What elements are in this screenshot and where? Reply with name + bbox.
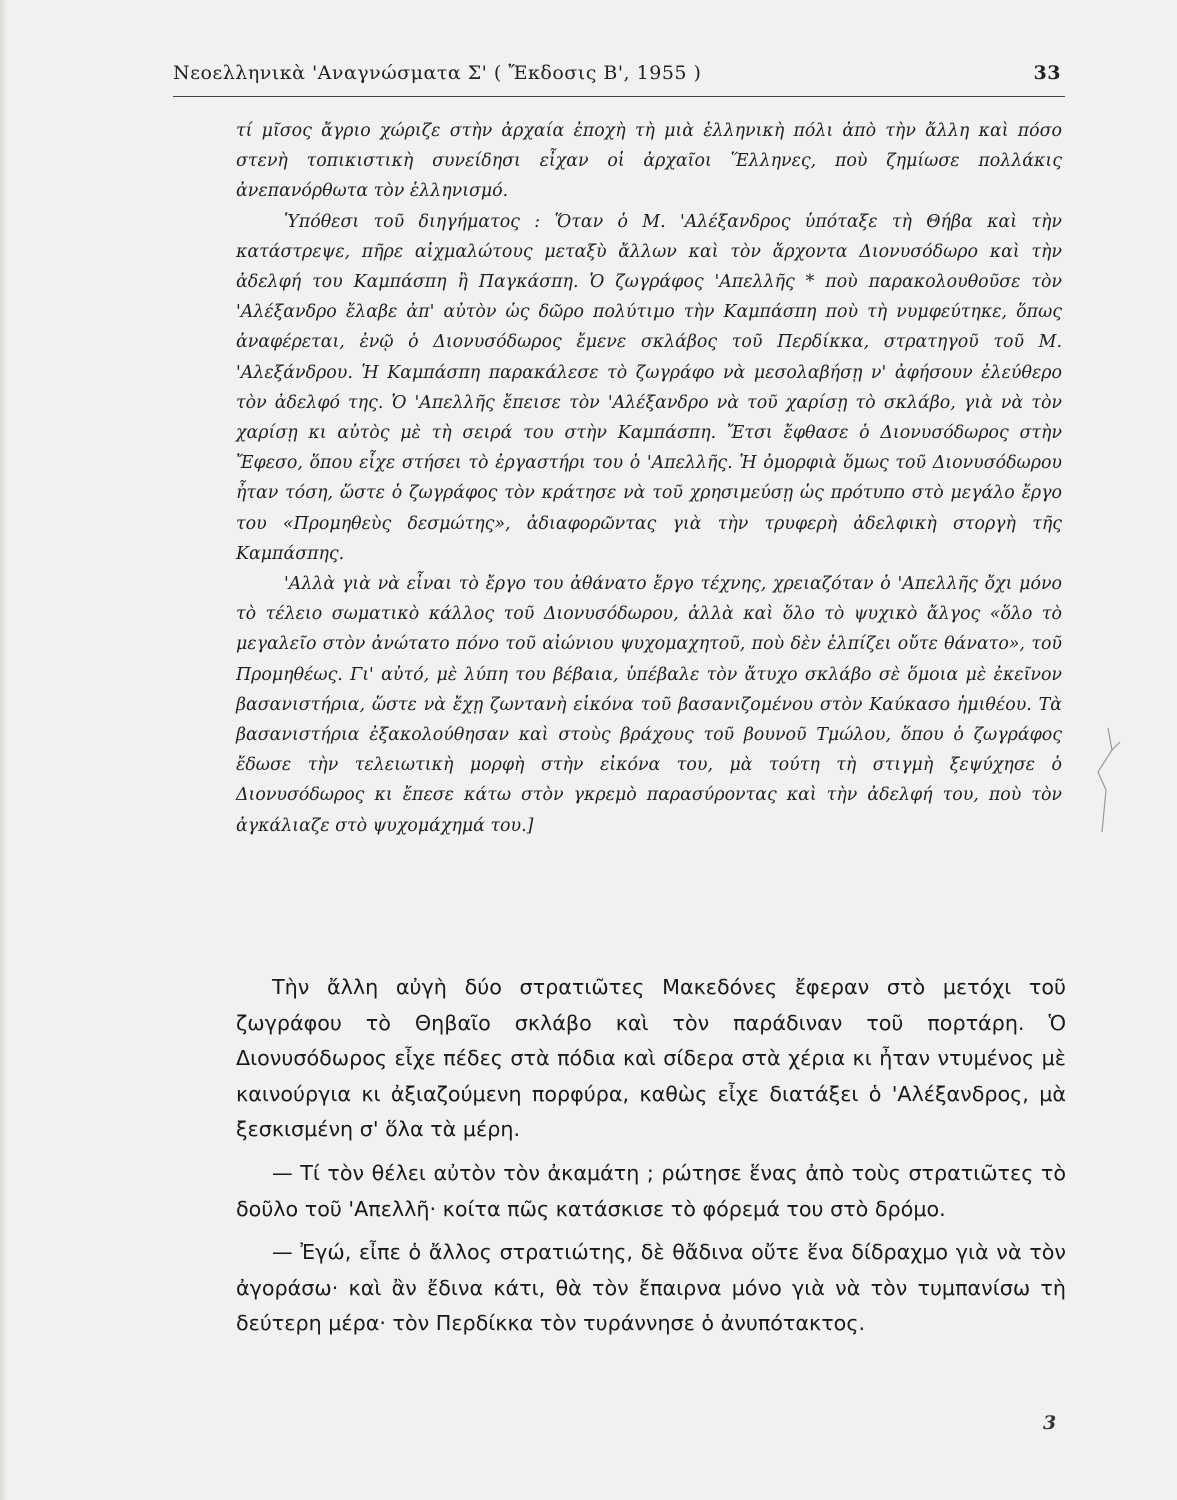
story-summary-paragraph: 'Αλλὰ γιὰ νὰ εἶναι τὸ ἔργο του ἀθάνατο ἔργο τέχνης, χρειαζόταν ὁ 'Απελλῆς ὄχι μόνο τὸ τέλειο σωματικὸ κάλλος τοῦ Διονυσόδωρου, ἀλλὰ καὶ ὅλο τὸ ψυχικὸ ἄλγος «ὅλο τὸ μεγαλεῖο στὸν ἀνώτατο πόνο τοῦ αἰώνιου ψυχομαχητοῦ, ποὺ δὲν ἐλπίζει οὔτε θάνατο», τοῦ Προμηθέως. Γι' αὐτό, μὲ λύπη του βέβαια, ὑπέβαλε τὸν ἄτυχο σκλάβο σὲ ὅμοια μὲ ἐκεῖνον βασανιστήρια, ὥστε νὰ ἔχῃ ζωντανὴ εἰκόνα τοῦ βασανιζομένου στὸν Καύκασο ἡμιθέου. Τὰ βασανιστήρια ἐξακολούθησαν καὶ στοὺς βράχους τοῦ βουνοῦ Τμώλου, ὅπου ὁ ζωγράφος ἔδωσε τὴν τελειωτικὴ μορφὴ στὴν εἰκόνα του, μὰ τούτη τὴ στιγμὴ ξεψύχησε ὁ Διονυσόδωρος κι ἔπεσε κάτω στὸν γκρεμὸ παρασύροντας καὶ τὴν ἀδελφή του, ποὺ τὸν ἀγκάλιαζε στὸ ψυχομάχημά του.] xyxy=(236,574,1062,836)
introduction-italic-section xyxy=(236,116,1062,841)
story-summary-paragraph: Ὑπόθεσι τοῦ διηγήματος : Ὅταν ὁ Μ. 'Αλέξανδρος ὑπόταξε τὴ Θήβα καὶ τὴν κατάστρεψε, πῆρε αἰχμαλώτους μεταξὺ ἄλλων καὶ τὸν ἄρχοντα Διονυσόδωρο καὶ τὴν ἀδελφή του Καμπάσπη ἢ Παγκάσπη. Ὁ ζωγράφος 'Απελλῆς * ποὺ παρακολουθοῦσε τὸν 'Αλέξανδρο ἔλαβε ἀπ' αὐτὸν ὡς δῶρο πολύτιμο τὴν Καμπάσπη ποὺ τὴ νυμφεύτηκε, ὅπως ἀναφέρεται, ἐνῷ ὁ Διονυσόδωρος ἔμενε σκλάβος τοῦ Περδίκκα, στρατηγοῦ τοῦ Μ. 'Αλεξάνδρου. Ἡ Καμπάσπη παρακάλεσε τὸ ζωγράφο νὰ μεσολαβήσῃ ν' ἀφήσουν ἐλεύθερο τὸν ἀδελφό της. Ὁ 'Απελλῆς ἔπεισε τὸν 'Αλέξανδρο νὰ τοῦ χαρίσῃ τὸ σκλάβο, γιὰ νὰ τὸν χαρίσῃ κι αὐτὸς μὲ τὴ σειρά του στὴν Καμπάσπη. Ἔτσι ἔφθασε ὁ Διονυσόδωρος στὴν Ἔφεσο, ὅπου εἶχε στήσει τὸ ἐργαστήρι του ὁ 'Απελλῆς. Ἡ ὀμορφιὰ ὅμως τοῦ Διονυσόδωρου ἦταν τόση, ὥστε ὁ ζωγράφος τὸν κράτησε νὰ τοῦ χρησιμεύσῃ ὡς πρότυπο στὸ μεγάλο ἔργο του «Προμηθεὺς δεσμώτης», ἀδιαφορῶντας γιὰ τὴν τρυφερὴ ἀδελφικὴ στοργὴ τῆς Καμπάσπης. xyxy=(236,211,1062,564)
page-number: 33 xyxy=(1033,62,1061,84)
dialogue-paragraph: — Ἐγώ, εἶπε ὁ ἄλλος στρατιώτης, δὲ θἄδινα οὔτε ἕνα δίδραχμο γιὰ νὰ τὸν ἀγοράσω· καὶ ἂν ἔδινα κάτι, θὰ τὸν ἔπαιρνα μόνο γιὰ νὰ τὸν τυμπανίσω τὴ δεύτερη μέρα· τὸν Περδίκκα τὸν τυράννησε ὁ ἀνυπότακτος. xyxy=(236,1240,1066,1336)
page-binding-edge xyxy=(0,0,8,1500)
pencil-margin-mark xyxy=(1086,720,1126,840)
story-paragraph: Τὴν ἄλλη αὐγὴ δύο στρατιῶτες Μακεδόνες ἔφεραν στὸ μετόχι τοῦ ζωγράφου τὸ Θηβαῖο σκλάβο καὶ τὸν παράδιναν τοῦ πορτάρη. Ὁ Διονυσόδωρος εἶχε πέδες στὰ πόδια καὶ σίδερα στὰ χέρια κι ἦταν ντυμένος μὲ καινούργια κι ἀξιαζούμενη πορφύρα, καθὼς εἶχε διατάξει ὁ 'Αλέξανδρος, μὰ ξεσκισμένη σ' ὅλα τὰ μέρη. xyxy=(236,975,1066,1142)
main-story-text xyxy=(236,970,1066,1350)
dialogue-paragraph: — Τί τὸν θέλει αὐτὸν τὸν ἀκαμάτη ; ρώτησε ἕνας ἀπὸ τοὺς στρατιῶτες τὸ δοῦλο τοῦ 'Απελλῆ· κοίτα πῶς κατάσκισε τὸ φόρεμά του στὸ δρόμο. xyxy=(236,1160,1066,1221)
header-rule xyxy=(173,96,1065,97)
header-title: Νεοελληνικὰ 'Αναγνώσματα Σ' ( Ἔκδοσις Β', 1955 ) xyxy=(173,62,702,84)
signature-mark: 3 xyxy=(1043,1412,1057,1434)
running-header xyxy=(173,58,1065,88)
intro-paragraph: τί μῖσος ἄγριο χώριζε στὴν ἀρχαία ἐποχὴ τὴ μιὰ ἑλληνικὴ πόλι ἀπὸ τὴν ἄλλη καὶ πόσο στενὴ τοπικιστικὴ συνείδησι εἶχαν οἱ ἀρχαῖοι Ἕλληνες, ποὺ ζημίωσε πολλάκις ἀνεπανόρθωτα τὸν ἑλληνισμό. xyxy=(236,121,1062,202)
